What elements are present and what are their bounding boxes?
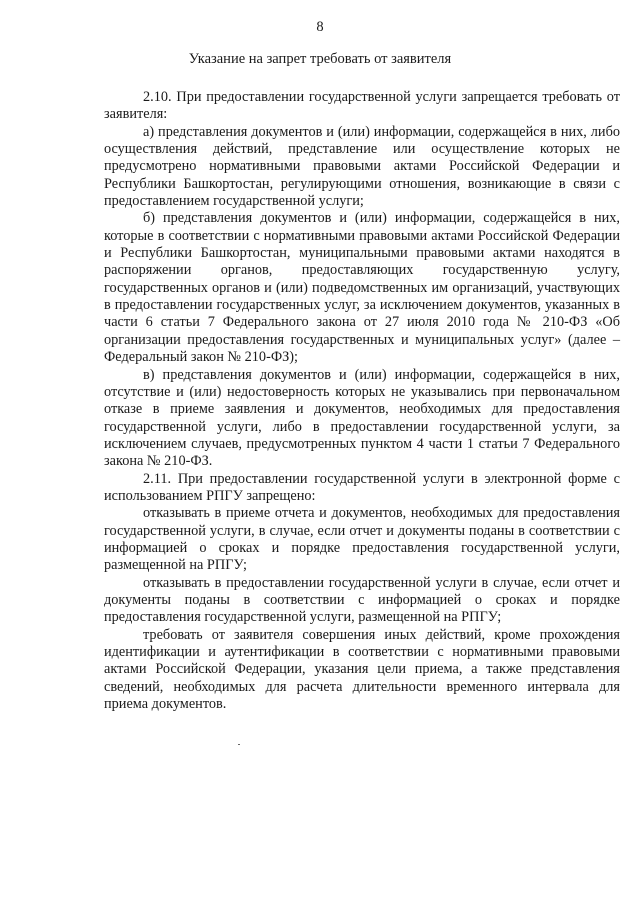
scan-speck — [238, 744, 240, 745]
page-number: 8 — [316, 19, 324, 35]
paragraph-2-10: 2.10. При предоставлении государственной услуги запрещается требовать от заявителя: — [104, 89, 620, 123]
paragraph-2-11: 2.11. При предоставлении государственной услуги в электронной форме с использованием РПГУ запрещено: — [104, 470, 620, 504]
section-heading: Указание на запрет требовать от заявителя — [188, 51, 452, 67]
paragraph-item-v: в) представления документов и (или) информации, содержащейся в них, отсутствие и (или) недостоверность которых не указывались при первоначальном отказе в приеме заявления и документов, необходимых для предоставления государственной услуги, либо в предоставлении государственной услуги, за исключением случаев, предусмотренных пунктом 4 части 1 статьи 7 Федерального закона № 210-ФЗ. — [104, 366, 620, 470]
paragraph-refuse-provision: отказывать в предоставлении государственной услуги в случае, если отчет и документы поданы в соответствии с информацией о сроках и порядке предоставления государственной услуги, размещенной на РПГУ; — [104, 574, 620, 626]
paragraph-require-actions: требовать от заявителя совершения иных действий, кроме прохождения идентификации и аутентификации в соответствии с нормативными правовыми актами Российской Федерации, указания цели приема, а также представления сведений, необходимых для расчета длительности временного интервала для приема документов. — [104, 626, 620, 713]
paragraph-item-a: а) представления документов и (или) информации, содержащейся в них, либо осуществления действий, представление или осуществление которых не предусмотрено нормативными правовыми актами Российской Федерации и Республики Башкортостан, регулирующими отношения, возникающие в связи с предоставлением государственной услуги; — [104, 123, 620, 210]
document-body — [104, 89, 620, 713]
paragraph-refuse-acceptance: отказывать в приеме отчета и документов, необходимых для предоставления государственной услуги, в случае, если отчет и документы поданы в соответствии с информацией о сроках и порядке предоставления государственной услуги, размещенной на РПГУ; — [104, 505, 620, 574]
paragraph-item-b: б) представления документов и (или) информации, содержащейся в них, которые в соответствии с нормативными правовыми актами Российской Федерации и Республики Башкортостан, муниципальными правовыми актами находятся в распоряжении органов, предоставляющих государственную услугу, государственных органов и (или) подведомственных им организаций, участвующих в предоставлении государственных услуг, за исключением документов, указанных в части 6 статьи 7 Федерального закона от 27 июля 2010 года № 210-ФЗ «Об организации предоставления государственных и муниципальных услуг» (далее – Федеральный закон № 210-ФЗ); — [104, 210, 620, 366]
